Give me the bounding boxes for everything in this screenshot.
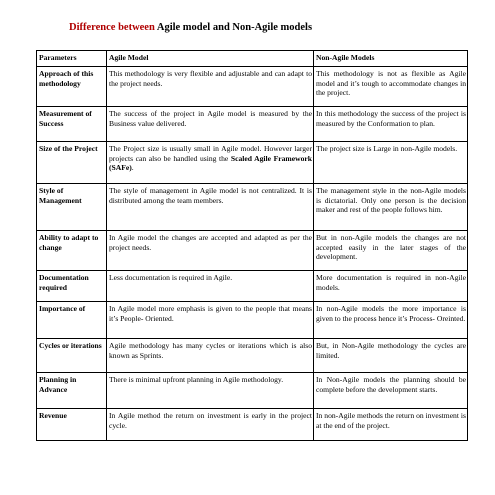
parameter-cell: Approach of this methodology <box>37 67 107 107</box>
table-row <box>37 142 468 184</box>
non-agile-cell: The management style in the non-Agile models is dictatorial. Only one person is the decision maker and rest of the people follows him. <box>314 184 468 231</box>
non-agile-cell: The project size is Large in non-Agile models. <box>314 142 468 184</box>
agile-cell: Agile methodology has many cycles or iterations which is also known as Sprints. <box>107 339 314 373</box>
table-row <box>37 339 468 373</box>
non-agile-cell: In this methodology the success of the project is measured by the Conformation to plan. <box>314 107 468 142</box>
agile-cell-text: The Project size is usually small in Agile model. However larger projects can also be handled using the <box>109 144 312 163</box>
table-row <box>37 184 468 231</box>
agile-cell <box>107 142 314 184</box>
parameter-cell: Ability to adapt to change <box>37 231 107 271</box>
parameter-cell: Measurement of Success <box>37 107 107 142</box>
table-row <box>37 271 468 302</box>
comparison-table <box>36 50 468 441</box>
non-agile-cell: But, in Non-Agile methodology the cycles are limited. <box>314 339 468 373</box>
agile-cell: The success of the project in Agile model is measured by the Business value delivered. <box>107 107 314 142</box>
non-agile-cell: But in non-Agile models the changes are not accepted easily in the later stages of the development. <box>314 231 468 271</box>
safe-framework-term: Scaled Agile Framework (SAFe) <box>109 153 312 173</box>
header-agile-model: Agile Model <box>107 51 314 67</box>
title-accent: Difference between <box>69 22 155 33</box>
non-agile-cell: In non-Agile methods the return on investment is at the end of the project. <box>314 409 468 441</box>
header-non-agile-models: Non-Agile Models <box>314 51 468 67</box>
agile-cell: Less documentation is required in Agile. <box>107 271 314 302</box>
table-row <box>37 409 468 441</box>
table-row <box>37 231 468 271</box>
parameter-cell: Size of the Project <box>37 142 107 184</box>
table-row <box>37 67 468 107</box>
agile-cell-text-end: . <box>131 163 134 173</box>
parameter-cell: Revenue <box>37 409 107 441</box>
header-parameters: Parameters <box>37 51 107 67</box>
agile-cell: There is minimal upfront planning in Agile methodology. <box>107 373 314 409</box>
non-agile-cell: In Non-Agile models the planning should be complete before the development starts. <box>314 373 468 409</box>
table-row <box>37 373 468 409</box>
page-title <box>69 22 469 33</box>
non-agile-cell: More documentation is required in non-Agile models. <box>314 271 468 302</box>
agile-cell: In Agile method the return on investment is early in the project cycle. <box>107 409 314 441</box>
table-row <box>37 302 468 339</box>
agile-cell: This methodology is very flexible and adjustable and can adapt to the project needs. <box>107 67 314 107</box>
agile-cell: In Agile model the changes are accepted and adapted as per the project needs. <box>107 231 314 271</box>
agile-cell: In Agile model more emphasis is given to the people that means it’s People- Oriented. <box>107 302 314 339</box>
table-header-row <box>37 51 468 67</box>
non-agile-cell: In non-Agile models the more importance is given to the process hence it’s Process- Oreinted. <box>314 302 468 339</box>
parameter-cell: Style of Management <box>37 184 107 231</box>
parameter-cell: Documentation required <box>37 271 107 302</box>
non-agile-cell: This methodology is not as flexible as Agile model and it’s tough to accommodate changes in the project. <box>314 67 468 107</box>
parameter-cell: Importance of <box>37 302 107 339</box>
title-rest: Agile model and Non-Agile models <box>154 22 313 33</box>
parameter-cell: Cycles or iterations <box>37 339 107 373</box>
parameter-cell: Planning in Advance <box>37 373 107 409</box>
agile-cell: The style of management in Agile model is not centralized. It is distributed among the team members. <box>107 184 314 231</box>
table-row <box>37 107 468 142</box>
